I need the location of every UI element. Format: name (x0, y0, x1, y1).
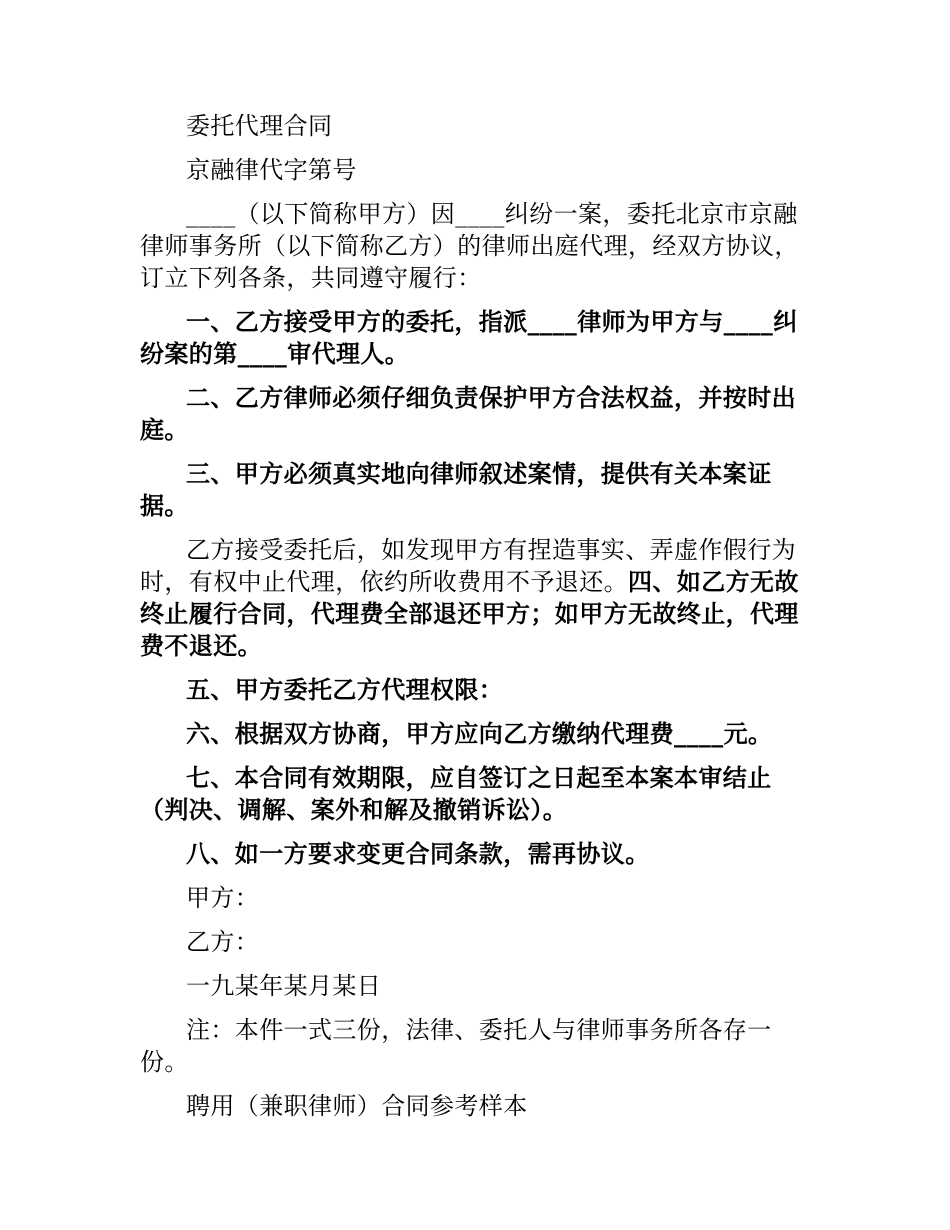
clause-4: 四、如乙方无故终止履行合同，代理费全部退还甲方；如甲方无故终止，代理费不退还。 (140, 567, 799, 660)
signing-date: 一九某年某月某日 (186, 972, 382, 1000)
reference-number: 京融律代字第号 (186, 156, 357, 184)
intro-paragraph: ____（以下简称甲方）因____纠纷一案，委托北京市京融律师事务所（以下简称乙方）的律师出庭代理，经双方协议，订立下列各条，共同遵守履行： (140, 200, 799, 292)
clause-2: 二、乙方律师必须仔细负责保护甲方合法权益，并按时出庭。 (140, 383, 796, 444)
clause-5: 五、甲方委托乙方代理权限： (186, 675, 504, 704)
clause-6: 六、根据双方协商，甲方应向乙方缴纳代理费____元。 (186, 719, 773, 748)
document-page (140, 110, 820, 1134)
clause-8: 八、如一方要求变更合同条款，需再协议。 (186, 839, 650, 868)
party-a-signature: 甲方： (186, 884, 260, 912)
termination-text: 乙方接受委托后，如发现甲方有捏造事实、弄虚作假行为时，有权中止代理，依约所收费用不予退还。 (140, 536, 796, 596)
clause-7: 七、本合同有效期限，应自签订之日起至本案本审结止（判决、调解、案外和解及撤销诉讼）。 (140, 763, 772, 824)
mixed-paragraph (140, 534, 820, 662)
party-b-signature: 乙方： (186, 928, 260, 956)
clause-1: 一、乙方接受甲方的委托，指派____律师为甲方与____纠纷案的第____审代理人。 (140, 307, 798, 368)
next-section-title: 聘用（兼职律师）合同参考样本 (186, 1092, 528, 1120)
copies-note: 注：本件一式三份，法律、委托人与律师事务所各存一份。 (140, 1016, 772, 1076)
contract-title: 委托代理合同 (186, 112, 333, 140)
clause-3: 三、甲方必须真实地向律师叙述案情，提供有关本案证据。 (140, 459, 772, 520)
